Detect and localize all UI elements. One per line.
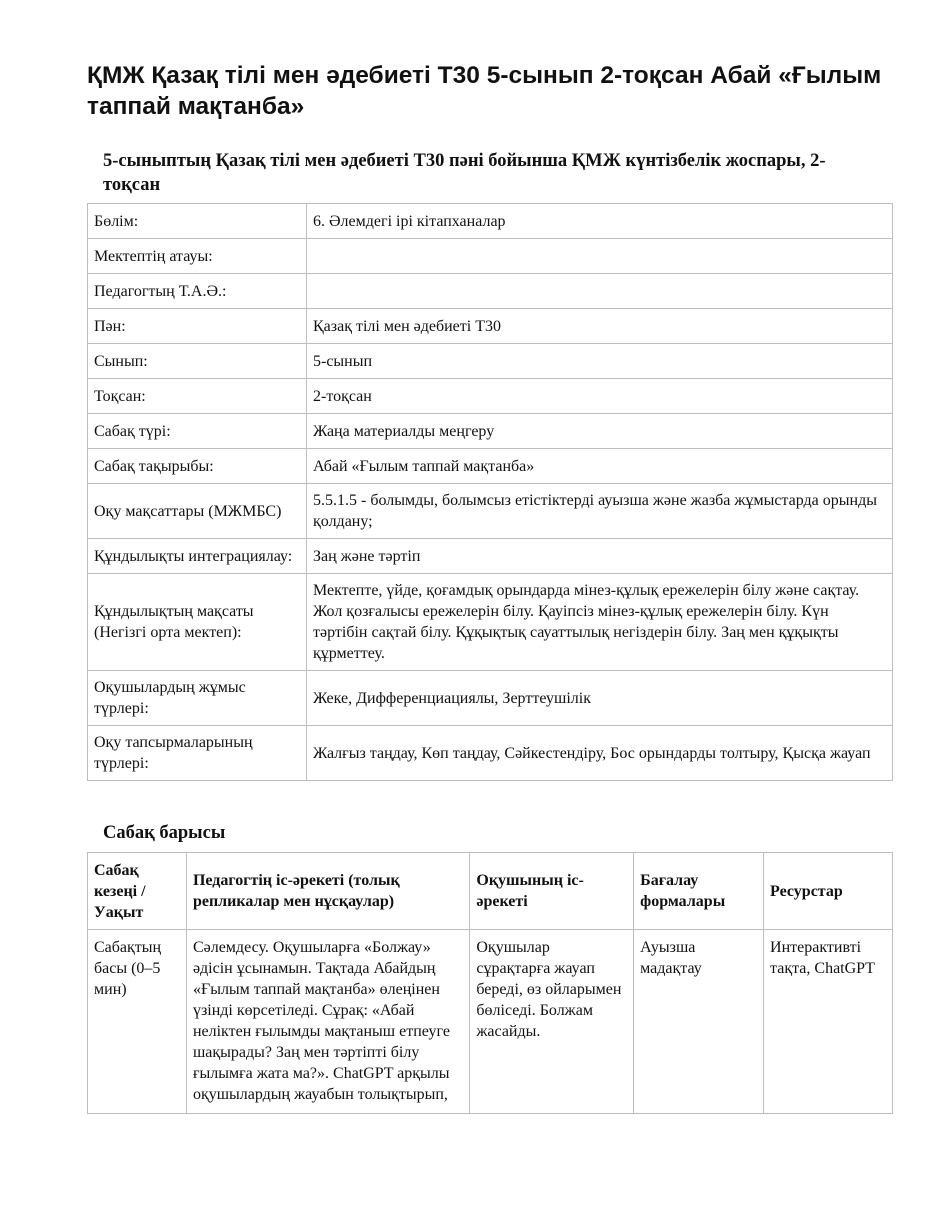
info-value (307, 274, 893, 309)
lesson-progress-heading: Сабақ барысы (103, 823, 226, 843)
info-value: Абай «Ғылым таппай мақтанба» (307, 449, 893, 484)
table-row (88, 309, 893, 344)
info-value: Заң және тәртіп (307, 539, 893, 574)
lesson-table-header-row (88, 853, 893, 930)
info-value: Жалғыз таңдау, Көп таңдау, Сәйкестендіру, Бос орындарды толтыру, Қысқа жауап (307, 726, 893, 781)
info-label: Бөлім: (88, 204, 307, 239)
table-row (88, 449, 893, 484)
info-value: Қазақ тілі мен әдебиеті Т30 (307, 309, 893, 344)
info-value: 5-сынып (307, 344, 893, 379)
table-row (88, 274, 893, 309)
column-header-assessment: Бағалау формалары (634, 853, 764, 930)
info-label: Сабақ түрі: (88, 414, 307, 449)
info-label: Мектептің атауы: (88, 239, 307, 274)
resources-cell: Интерактивті тақта, ChatGPT (764, 930, 893, 1114)
info-value: 2-тоқсан (307, 379, 893, 414)
info-label: Құндылықтың мақсаты (Негізгі орта мектеп): (88, 574, 307, 671)
table-row (88, 204, 893, 239)
column-header-teacher-activity: Педагогтің іс-әрекеті (толық репликалар мен нұсқаулар) (186, 853, 469, 930)
table-row (88, 930, 893, 1114)
info-label: Сабақ тақырыбы: (88, 449, 307, 484)
info-label: Оқу мақсаттары (МЖМБС) (88, 484, 307, 539)
column-header-resources: Ресурстар (764, 853, 893, 930)
table-row (88, 539, 893, 574)
table-row (88, 484, 893, 539)
lesson-info-table (87, 203, 893, 781)
table-row (88, 574, 893, 671)
plan-subtitle: 5-сыныптың Қазақ тілі мен әдебиеті Т30 пәні бойынша ҚМЖ күнтізбелік жоспары, 2-тоқсан (103, 151, 826, 195)
info-label: Педагогтың Т.А.Ә.: (88, 274, 307, 309)
info-label: Тоқсан: (88, 379, 307, 414)
info-value: 5.5.1.5 - болымды, болымсыз етістіктерді ауызша және жазба жұмыстарда орынды қолдану; (307, 484, 893, 539)
info-value (307, 239, 893, 274)
column-header-student-activity: Оқушының іс-әрекеті (470, 853, 634, 930)
info-label: Сынып: (88, 344, 307, 379)
table-row (88, 344, 893, 379)
info-label: Оқушылардың жұмыс түрлері: (88, 671, 307, 726)
stage-cell: Сабақтың басы (0–5 мин) (88, 930, 187, 1114)
info-label: Құндылықты интеграциялау: (88, 539, 307, 574)
lesson-plan-table (87, 852, 893, 1114)
table-row (88, 726, 893, 781)
info-label: Оқу тапсырмаларының түрлері: (88, 726, 307, 781)
student-activity-cell: Оқушылар сұрақтарға жауап береді, өз ойларымен бөліседі. Болжам жасайды. (470, 930, 634, 1114)
table-row (88, 239, 893, 274)
column-header-stage: Сабақ кезеңі / Уақыт (88, 853, 187, 930)
info-value: Жаңа материалды меңгеру (307, 414, 893, 449)
table-row (88, 671, 893, 726)
assessment-cell: Ауызша мадақтау (634, 930, 764, 1114)
document-title: ҚМЖ Қазақ тілі мен әдебиеті Т30 5-сынып 2-тоқсан Абай «Ғылым таппай мақтанба» (87, 62, 882, 120)
info-label: Пән: (88, 309, 307, 344)
info-value: 6. Әлемдегі ірі кітапханалар (307, 204, 893, 239)
table-row (88, 379, 893, 414)
table-row (88, 414, 893, 449)
info-value: Мектепте, үйде, қоғамдық орындарда мінез-құлық ережелерін білу және сақтау. Жол қозғалысы ережелерін білу. Қауіпсіз мінез-құлық ережелерін білу. Күн тәртібін сақтай білу. Құқықтық сауаттылық негіздерін білу. Заң мен құқықты құрметтеу. (307, 574, 893, 671)
info-value: Жеке, Дифференциациялы, Зерттеушілік (307, 671, 893, 726)
teacher-activity-cell: Сәлемдесу. Оқушыларға «Болжау» әдісін ұсынамын. Тақтада Абайдың «Ғылым таппай мақтанба» өлеңінен үзінді көрсетіледі. Сұрақ: «Абай неліктен ғылымды мақтаныш етпеуге шақырады? Заң мен тәртіпті білу ғылымға жата ма?». ChatGPT арқылы оқушылардың жауабын толықтырып, (186, 930, 469, 1114)
